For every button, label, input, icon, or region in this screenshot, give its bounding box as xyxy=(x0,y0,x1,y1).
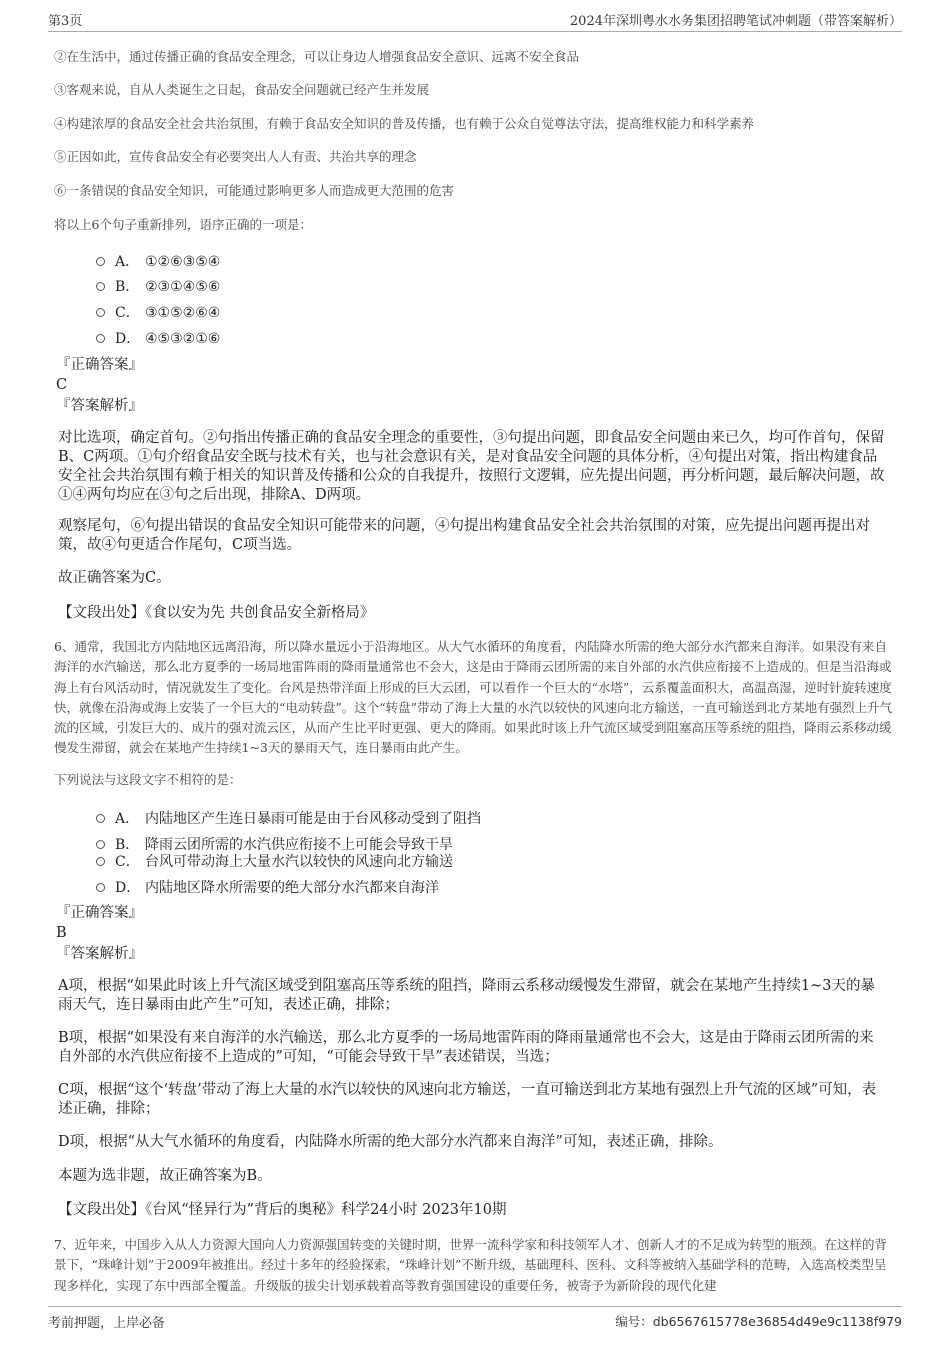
option-a[interactable]: A． ①②⑥③⑤④ xyxy=(96,251,220,271)
analysis-paragraph: A项，根据“如果此时该上升气流区域受到阻塞高压等系统的阻挡，降雨云系移动缓慢发生滞留，就会在某地产生持续1~3天的暴雨天气，连日暴雨由此产生”可知，表述正确，排除； xyxy=(58,978,875,1013)
page-number: 第3页 xyxy=(48,14,83,29)
question-prompt: 将以上6个句子重新排列，语序正确的一项是： xyxy=(54,217,312,232)
radio-icon[interactable] xyxy=(96,857,105,866)
answer-value: C xyxy=(56,377,68,393)
sentence-6: ⑥一条错误的食品安全知识，可能通过影响更多人而造成更大范围的危害 xyxy=(54,183,455,198)
analysis-paragraph: 故正确答案为C。 xyxy=(58,570,171,586)
document-code: 编号：db6567615778e36854d49e9c1138f979 xyxy=(615,1314,902,1329)
analysis-paragraph: D项，根据“从大气水循环的角度看，内陆降水所需的绝大部分水汽都来自海洋”可知，表述正确，排除。 xyxy=(58,1134,723,1150)
radio-icon[interactable] xyxy=(96,883,105,892)
source-citation: 【文段出处】《台风“怪异行为”背后的奥秘》科学24小时 2023年10期 xyxy=(58,1202,507,1218)
radio-icon[interactable] xyxy=(96,282,105,291)
footer-divider xyxy=(48,1306,902,1307)
analysis-label: 『答案解析』 xyxy=(56,946,143,962)
option-a[interactable]: A． 内陆地区产生连日暴雨可能是由于台风移动受到了阻挡 xyxy=(96,808,481,828)
document-title: 2024年深圳粤水水务集团招聘笔试冲刺题（带答案解析） xyxy=(569,14,902,29)
option-b[interactable]: B． ②③①④⑤⑥ xyxy=(96,276,220,296)
answer-value: B xyxy=(56,925,67,941)
question-prompt: 下列说法与这段文字不相符的是： xyxy=(54,772,242,787)
question-passage: 7、近年来，中国步入从人力资源大国向人力资源强国转变的关键时期，世界一流科学家和科技领军人才、创新人才的不足成为转型的瓶颈。在这样的背景下，“珠峰计划”于2009年被推出。经过十多年的经验探索，“珠峰计划”不断升级，基础理科、医科、文科等被纳入基础学科的范畴，入选高校类型呈现多样化，实现了东中西部全覆盖。升级版的拔尖计划承载着高等教育强国建设的重要任务，被寄予为新阶段的现代化建 xyxy=(54,1237,887,1293)
radio-icon[interactable] xyxy=(96,840,105,849)
header-divider xyxy=(48,31,902,32)
option-c[interactable]: C． 台风可带动海上大量水汽以较快的风速向北方输送 xyxy=(96,851,453,871)
source-citation: 【文段出处】《食以安为先 共创食品安全新格局》 xyxy=(58,605,375,621)
analysis-paragraph: 本题为选非题，故正确答案为B。 xyxy=(58,1168,272,1184)
option-d[interactable]: D． 内陆地区降水所需要的绝大部分水汽都来自海洋 xyxy=(96,877,439,897)
analysis-paragraph: B项，根据“如果没有来自海洋的水汽输送，那么北方夏季的一场局地雷阵雨的降雨量通常也不会大，这是由于降雨云团所需的来自外部的水汽供应衔接不上造成的”可知，“可能会导致干旱”表述错误，当选； xyxy=(58,1030,874,1065)
sentence-5: ⑤正因如此，宣传食品安全有必要突出人人有责、共治共享的理念 xyxy=(54,149,417,164)
analysis-paragraph: 观察尾句，⑥句提出错误的食品安全知识可能带来的问题，④句提出构建食品安全社会共治氛围的对策，应先提出问题再提出对策，故④句更适合作尾句，C项当选。 xyxy=(58,518,870,553)
analysis-paragraph: C项，根据“这个‘转盘’带动了海上大量的水汽以较快的风速向北方输送，一直可输送到北方某地有强烈上升气流的区域”可知，表述正确，排除； xyxy=(58,1082,877,1117)
option-c[interactable]: C． ③①⑤②⑥④ xyxy=(96,302,220,322)
sentence-2: ②在生活中，通过传播正确的食品安全理念，可以让身边人增强食品安全意识、远离不安全食品 xyxy=(54,49,580,64)
radio-icon[interactable] xyxy=(96,308,105,317)
analysis-label: 『答案解析』 xyxy=(56,398,143,414)
radio-icon[interactable] xyxy=(96,257,105,266)
analysis-paragraph: 对比选项，确定首句。②句指出传播正确的食品安全理念的重要性，③句提出问题，即食品安全问题由来已久，均可作首句，保留B、C两项。①句介绍食品安全既与技术有关，也与社会意识有关，是对食品安全问题的具体分析，④句提出对策，指出构建食品安全社会共治氛围有赖于相关的知识普及传播和公众的自我提升，按照行文逻辑，应先提出问题，再分析问题，最后解决问题，故①④两句均应在③句之后出现，排除A、D两项。 xyxy=(58,430,885,503)
footer-slogan: 考前押题，上岸必备 xyxy=(48,1316,166,1331)
option-b[interactable]: B． 降雨云团所需的水汽供应衔接不上可能会导致干旱 xyxy=(96,834,453,854)
radio-icon[interactable] xyxy=(96,814,105,823)
option-d[interactable]: D． ④⑤③②①⑥ xyxy=(96,328,220,348)
radio-icon[interactable] xyxy=(96,334,105,343)
sentence-4: ④构建浓厚的食品安全社会共治氛围，有赖于食品安全知识的普及传播，也有赖于公众自觉尊法守法，提高维权能力和科学素养 xyxy=(54,116,755,131)
sentence-3: ③客观来说，自从人类诞生之日起，食品安全问题就已经产生并发展 xyxy=(54,82,430,97)
answer-label: 『正确答案』 xyxy=(56,905,143,921)
question-passage: 6、通常，我国北方内陆地区远离沿海，所以降水量远小于沿海地区。从大气水循环的角度看，内陆降水所需的绝大部分水汽都来自海洋。如果没有来自海洋的水汽输送，那么北方夏季的一场局地雷阵雨的降雨量通常也不会大，这是由于降雨云团所需的来自外部的水汽供应衔接不上造成的。但是当沿海或海上有台风活动时，情况就发生了变化。台风是热带洋面上形成的巨大云团，可以看作一个巨大的“水塔”，云系覆盖面积大，高温高湿，逆时针旋转速度快，就像在沿海或海上安装了一个巨大的“电动转盘”。这个“转盘”带动了海上大量的水汽以较快的风速向北方输送，一直可输送到北方某地有强烈上升气流的区域，引发巨大的、成片的强对流云区，从而产生比平时更强、更大的降雨。如果此时该上升气流区域受到阻塞高压等系统的阻挡，降雨云系移动缓慢发生滞留，就会在某地产生持续1~3天的暴雨天气，连日暴雨由此产生。 xyxy=(54,639,893,756)
answer-label: 『正确答案』 xyxy=(56,357,143,373)
